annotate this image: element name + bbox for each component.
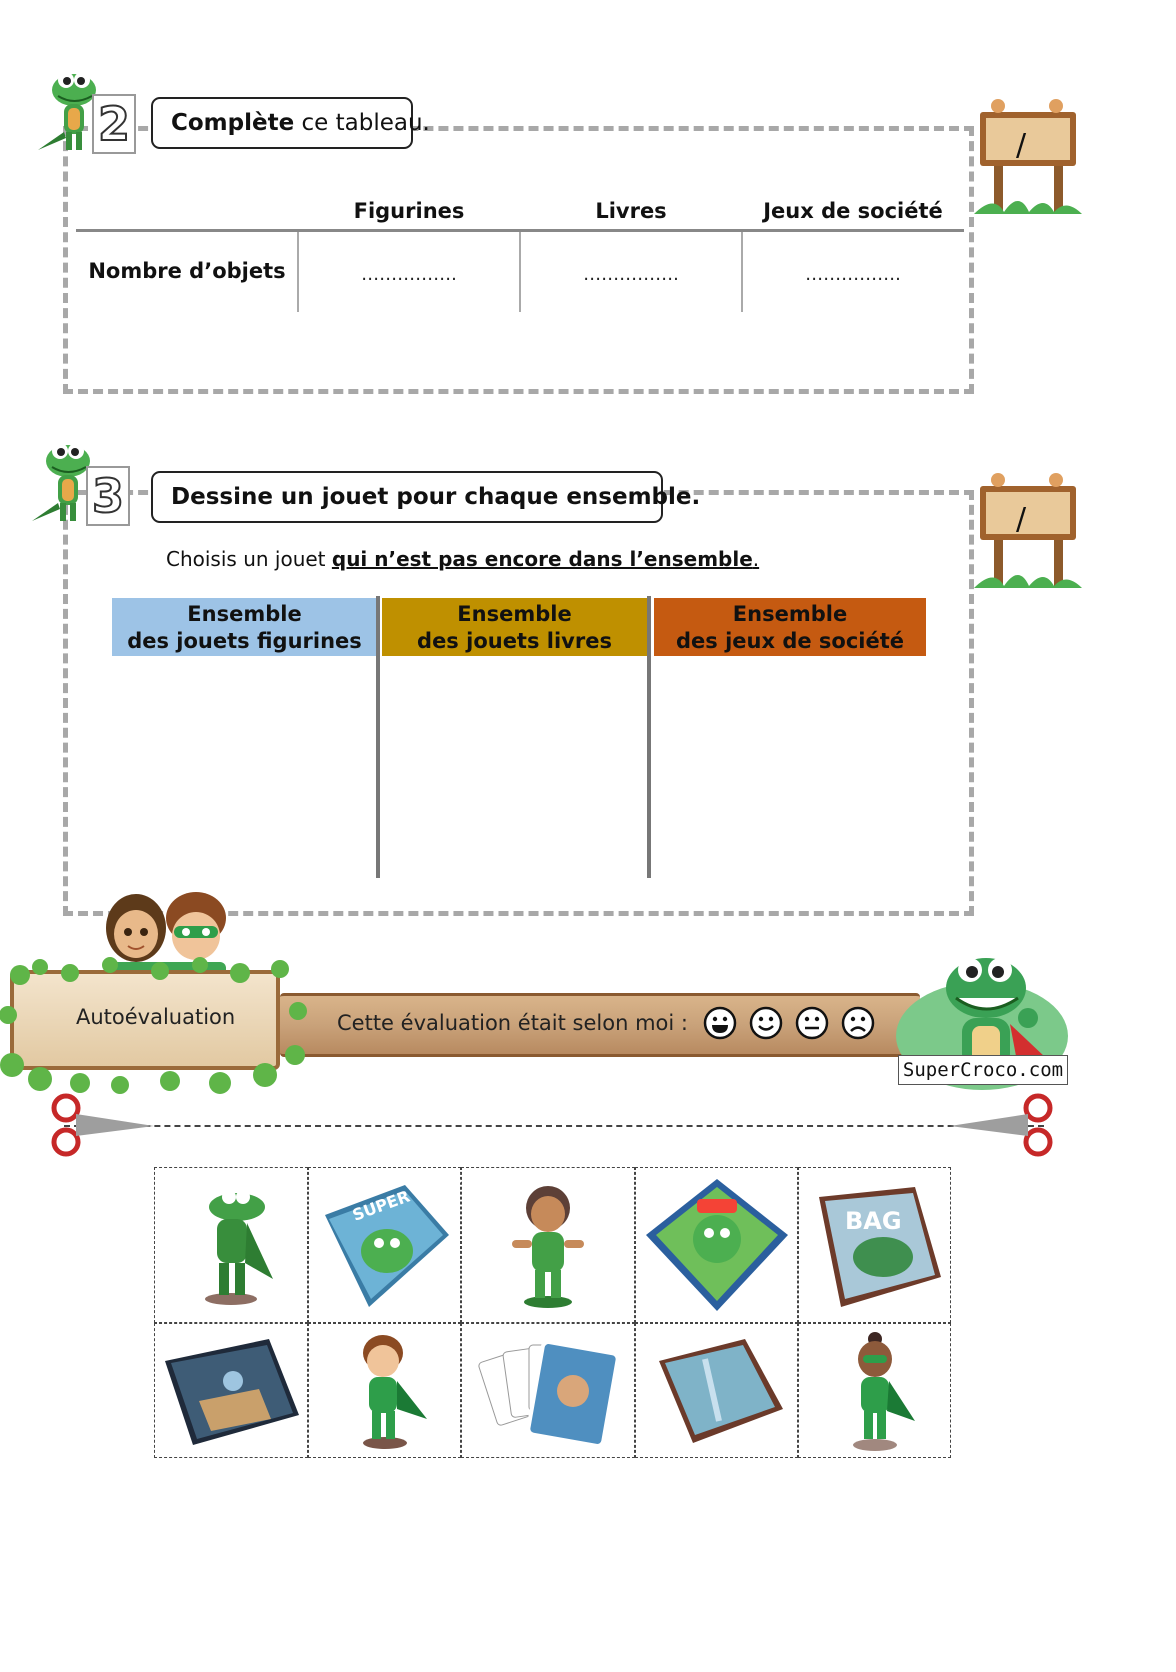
brand-label: SuperCroco.com <box>898 1055 1068 1085</box>
set-header-livres: Ensemble des jouets livres <box>382 598 647 656</box>
board-game-icon <box>642 1175 792 1315</box>
board-game-box-icon <box>159 1331 303 1451</box>
bag-book-icon <box>805 1177 945 1313</box>
table-header-livres: Livres <box>595 199 667 223</box>
girl-figurine-icon <box>825 1329 925 1453</box>
boy-figurine-icon <box>498 1180 598 1310</box>
svg-text:SUPER CROCO: SUPER CROCO <box>349 1163 477 1225</box>
cutout-board-game-box[interactable] <box>154 1323 308 1458</box>
neutral-icon[interactable] <box>795 1006 829 1040</box>
drawing-area-figurines[interactable] <box>112 656 376 878</box>
answer-blank-livres[interactable]: ……………. <box>583 264 679 285</box>
cutout-blue-book[interactable] <box>635 1323 798 1458</box>
happy-icon[interactable] <box>749 1006 783 1040</box>
exercise-2-score: / <box>1016 128 1027 163</box>
score-sign-icon <box>974 468 1084 598</box>
blue-book-icon <box>645 1331 789 1451</box>
drawing-area-jeux[interactable] <box>652 656 926 878</box>
scissors-icon <box>48 1092 158 1158</box>
cutout-supercroco-book[interactable] <box>308 1163 477 1323</box>
croco-figurine-icon <box>181 1183 281 1307</box>
very-happy-icon[interactable] <box>703 1006 737 1040</box>
cutout-boy-figurine[interactable] <box>461 1167 635 1323</box>
scissors-icon <box>946 1092 1056 1158</box>
set-divider <box>647 596 651 878</box>
set-header-jeux: Ensemble des jeux de société <box>654 598 926 656</box>
autoevaluation-prompt: Cette évaluation était selon moi : <box>337 1011 688 1035</box>
cutout-supercroco-board-game[interactable] <box>635 1167 798 1323</box>
set-header-figurines: Ensemble des jouets figurines <box>112 598 377 656</box>
exercise-3-number: 3 <box>86 466 130 526</box>
hero-boy-figurine-icon <box>335 1331 435 1451</box>
supercroco-book-icon <box>315 1163 477 1315</box>
cut-line <box>64 1125 1044 1127</box>
table-header-figurines: Figurines <box>353 199 465 223</box>
sad-icon[interactable] <box>841 1006 875 1040</box>
cutout-croco-figurine[interactable] <box>154 1167 308 1323</box>
card-game-icon <box>473 1331 623 1451</box>
exercise-2-number: 2 <box>92 94 136 154</box>
exercise-2-title: Complète ce tableau. <box>151 97 413 149</box>
set-divider <box>376 596 380 878</box>
cutout-bag-book[interactable] <box>798 1167 951 1323</box>
table-header-jeux: Jeux de société <box>763 199 943 223</box>
svg-text:BAG: BAG <box>844 1207 902 1235</box>
cutout-card-game[interactable] <box>461 1323 635 1458</box>
exercise-3-instruction: Choisis un jouet qui n’est pas encore dans l’ensemble. <box>166 547 760 571</box>
autoevaluation-label: Autoévaluation <box>76 1005 236 1029</box>
drawing-area-livres[interactable] <box>381 656 647 878</box>
exercise-3-score: / <box>1016 502 1027 537</box>
answer-blank-figurines[interactable]: ……………. <box>361 264 457 285</box>
table-row-label: Nombre d’objets <box>88 259 286 283</box>
answer-blank-jeux[interactable]: ……………. <box>805 264 901 285</box>
cutout-girl-figurine[interactable] <box>798 1323 951 1458</box>
exercise-3-title: Dessine un jouet pour chaque ensemble. <box>151 471 663 523</box>
score-sign-icon <box>974 94 1084 224</box>
cutout-hero-boy-figurine[interactable] <box>308 1323 461 1458</box>
